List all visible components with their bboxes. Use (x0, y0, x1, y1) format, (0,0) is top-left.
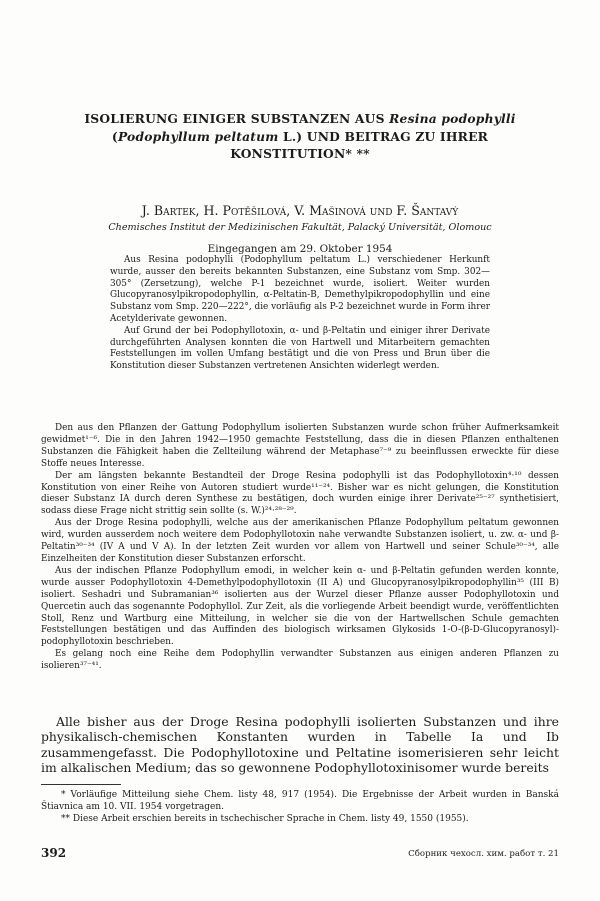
page-number: 392 (41, 846, 67, 860)
abstract-paragraph: Auf Grund der bei Podophyllotoxin, α- und β-Peltatin und einiger ihrer Derivate durchgeführten Analysen konnten die von Hartwell und Mitarbeitern gemachten Feststellungen im vollen Umfang bestätigt und die von Press und Brun über die Konstitution dieser Substanzen vertretenen Ansichten widerlegt werden. (110, 325, 490, 372)
footnote-divider (41, 784, 121, 785)
institute: Chemisches Institut der Medizinischen Fakultät, Palacký Universität, Olomouc (108, 222, 492, 233)
footnotes (41, 789, 559, 825)
body-paragraph-large: Alle bisher aus der Droge Resina podophylli isolierten Substanzen und ihre physikalisch-chemischen Konstanten wurden in Tabelle Ia und Ib zusammengefasst. Die Podophyllotoxine und Peltatine isomerisieren sehr leicht im alkalischen Medium; das so gewonnene Podophyllotoxinisomer wurde bereits (41, 714, 559, 776)
body-paragraph: Es gelang noch eine Reihe dem Podophyllin verwandter Substanzen aus einigen anderen Pflanzen zu isolieren³⁷⁻⁴¹. (41, 649, 559, 672)
body-paragraph: Den aus den Pflanzen der Gattung Podophyllum isolierten Substanzen wurde schon früher Aufmerksamkeit gewidmet¹⁻⁶. Die in den Jahren 1942—1950 gemachte Feststellung, dass die in diesen Pflanzen enthaltenen Substanzen die Fähigkeit haben die Zellteilung während der Metaphase⁷⁻⁹ zu beeinflussen erweckte für diese Stoffe neues Interesse. (41, 423, 559, 469)
article-title: ISOLIERUNG EINIGER SUBSTANZEN AUS Resina podophylli (Podophyllum peltatum L.) UND BEITRAG ZU IHRER KONSTITUTION* ** (84, 111, 516, 161)
body-large-text (41, 714, 559, 776)
abstract (110, 255, 490, 373)
body-paragraph: Der am längsten bekannte Bestandteil der Droge Resina podophylli ist das Podophyllotoxin⁴·¹⁰ dessen Konstitution von einer Reihe von Autoren studiert wurde¹¹⁻²⁴. Bisher war es nicht gelungen, die Konstitution dieser Substanz IA durch deren Synthese zu bestätigen, doch wurden einige ihrer Derivate²⁵⁻²⁷ synthetisiert, sodass diese Frage nicht strittig sein sollte (s. W.)²⁴·²⁸⁻²⁹. (41, 470, 559, 517)
body-paragraph: Aus der indischen Pflanze Podophyllum emodi, in welcher kein α- und β-Peltatin gefunden werden konnte, wurde ausser Podophyllotoxin 4-Demethylpodophyllotoxin (II A) und Glucopyranosylpikropodophyllin³⁵ (III B) isoliert. Seshadri und Subramanian³⁶ isolierten aus der Wurzel dieser Pflanze ausser Podophyllotoxin und Quercetin auch das sogenannte Podophyllol. Zur Zeit, als die vorliegende Arbeit beendigt wurde, veröffentlichten Stoll, Renz und Wartburg eine Mitteilung, in welcher sie die von der Hartwellschen Schule gemachten Feststellungen bestätigen und das Auffinden des biologisch wirksamen Glykosids 1-O-(β-D-Glucopyranosyl)-podophyllotoxin beschrieben. (41, 565, 559, 648)
authors: J. Bartek, H. Potěšilová, V. Mašinová und F. Šantavý (141, 203, 459, 218)
running-title: Сборник чехосл. хим. работ т. 21 (408, 849, 559, 859)
abstract-paragraph: Aus Resina podophylli (Podophyllum peltatum L.) verschiedener Herkunft wurde, ausser den bereits bekannten Substanzen, eine Substanz vom Smp. 302—305° (Zersetzung), welche P-1 bezeichnet wurde, isoliert. Weiter wurden Glucopyranosylpikropodophyllin, α-Peltatin-B, Demethylpikropodophyllin und eine Substanz vom Smp. 220—222°, die vorläufig als P-2 bezeichnet wurde in Form ihrer Acetylderivate gewonnen. (110, 255, 490, 324)
footnote: * Vorläufige Mitteilung siehe Chem. listy 48, 917 (1954). Die Ergebnisse der Arbeit wurden in Banská Štiavnica am 10. VII. 1954 vorgetragen. (41, 790, 559, 812)
body-paragraph: Aus der Droge Resina podophylli, welche aus der amerikanischen Pflanze Podophyllum peltatum gewonnen wird, wurden ausserdem noch weitere dem Podophyllotoxin nahe verwandte Substanzen isoliert, u. zw. α- und β-Peltatin³⁰⁻³⁴ (IV A und V A). In der letzten Zeit wurden vor allem von Hartwell und seiner Schule³⁰⁻³⁴, alle Einzelheiten der Konstitution dieser Substanzen erforscht. (41, 518, 559, 564)
body-text (41, 423, 559, 673)
footnote: ** Diese Arbeit erschien bereits in tschechischer Sprache in Chem. listy 49, 1550 (1955). (61, 814, 469, 824)
received-date: Eingegangen am 29. Oktober 1954 (207, 243, 393, 255)
